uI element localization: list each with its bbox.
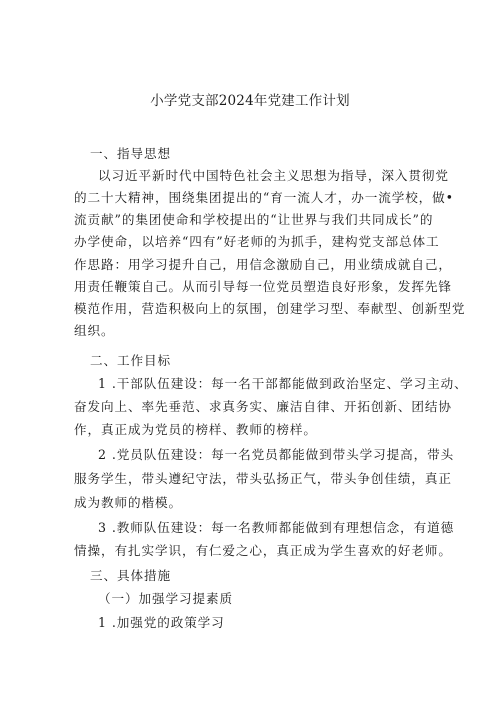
document-title: 小学党支部2024年党建工作计划 [150, 93, 350, 109]
paragraph-line: 情操，有扎实学识，有仁爱之心，真正成为学生喜欢的好老师。 [74, 543, 452, 558]
paragraph-line: 流贡献”的集团使命和学校提出的“让世界与我们共同成长”的 [74, 212, 434, 227]
section-heading-work-goals: 二、工作目标 [90, 353, 171, 368]
paragraph-line: 3 .教师队伍建设：每一名教师都能做到有理想信念，有道德 [98, 520, 455, 535]
paragraph-line: 奋发向上、率先垂范、求真务实、廉洁自律、开拓创新、团结协 [74, 399, 452, 414]
paragraph-line: 成为教师的楷模。 [74, 495, 182, 510]
paragraph-line: 服务学生，带头遵纪守法，带头弘扬正气，带头争创佳绩，真正 [74, 471, 452, 486]
section-heading-specific-measures: 三、具体措施 [90, 568, 171, 583]
section-heading-guiding-ideology: 一、指导思想 [90, 146, 171, 161]
paragraph-line: 用责任鞭策自己。从而引导每一位党员塑造良好形象，发挥先锋 [74, 279, 452, 294]
paragraph-line: 组织。 [74, 323, 115, 338]
paragraph-line: 以习近平新时代中国特色社会主义思想为指导，深入贯彻党 [98, 168, 449, 183]
paragraph-line: 办学使命，以培养“四有”好老师的为抓手，建构党支部总体工 [74, 234, 440, 249]
paragraph-line: 1 .干部队伍建设：每一名干部都能做到政治坚定、学习主动、 [98, 376, 468, 391]
paragraph-line: 作，真正成为党员的榜样、教师的榜样。 [74, 422, 317, 437]
subsection-heading: （一）加强学习提素质 [98, 591, 233, 606]
paragraph-line: 模范作用，营造积极向上的氛围，创建学习型、奉献型、创新型党 [74, 301, 466, 316]
paragraph-line: 作思路：用学习提升自己，用信念激励自己，用业绩成就自己， [74, 257, 452, 272]
paragraph-line: 2 .党员队伍建设：每一名党员都能做到带头学习提高，带头 [98, 447, 455, 462]
paragraph-line: 的二十大精神，围绕集团提出的“育一流人才，办一流学校，做• [74, 190, 454, 205]
list-item-heading: 1 .加强党的政策学习 [98, 615, 225, 630]
